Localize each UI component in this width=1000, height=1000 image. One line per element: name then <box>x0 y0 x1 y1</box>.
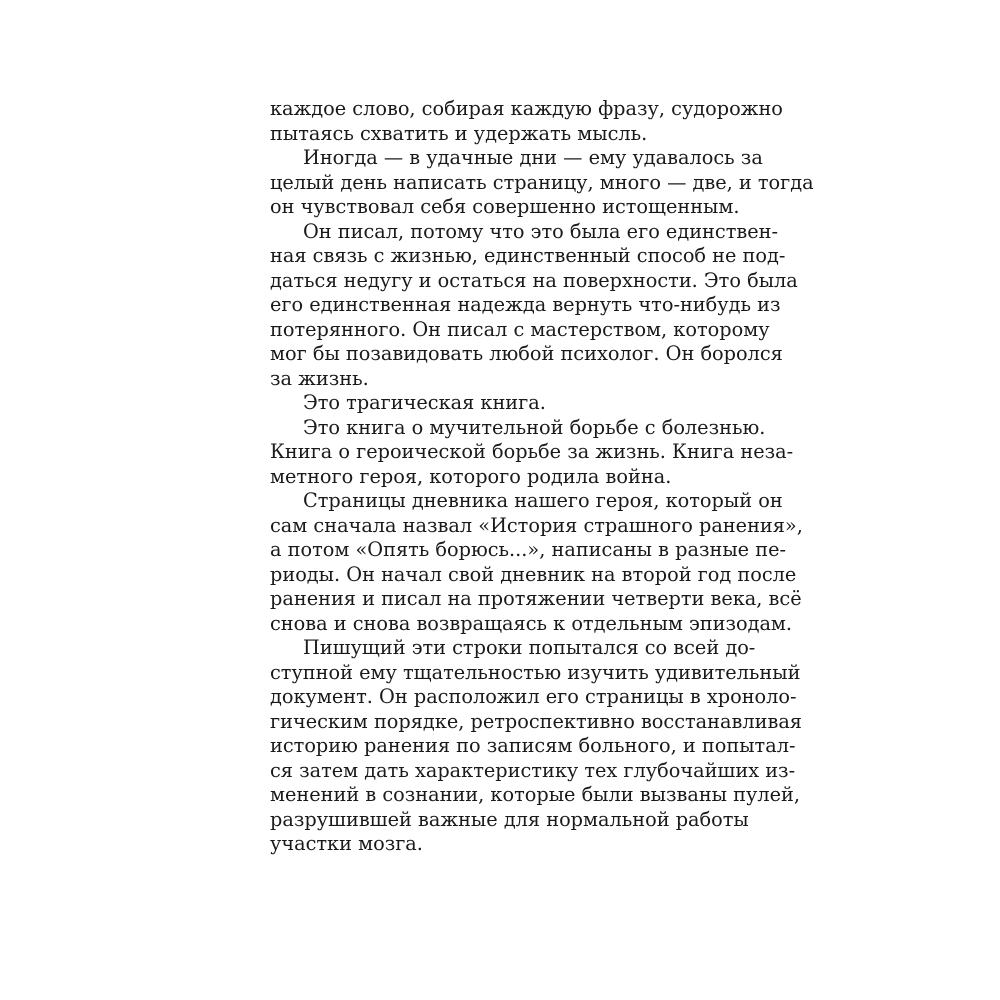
text-line: ся затем дать характеристику тех глубочайших из- <box>270 758 796 782</box>
text-line: Это трагическая книга. <box>303 391 546 414</box>
text-line: он чувствовал себя совершенно истощенным. <box>270 195 740 218</box>
text-line: Он писал, потому что это была его единствен- <box>303 219 779 243</box>
text-line: участки мозга. <box>270 832 423 855</box>
paragraph <box>270 636 802 857</box>
paragraph <box>270 219 798 392</box>
text-line: его единственная надежда вернуть что-нибудь из <box>270 293 781 316</box>
paragraph <box>270 97 783 146</box>
text-line: разрушившей важные для нормальной работы <box>270 807 749 831</box>
text-line: ступной ему тщательностью изучить удивительный <box>270 660 801 684</box>
text-line: Книга о героической борьбе за жизнь. Книга неза- <box>270 440 794 463</box>
text-line: а потом «Опять борюсь...», написаны в разные пе- <box>270 538 786 561</box>
text-line: мог бы позавидовать любой психолог. Он боролся <box>270 342 783 365</box>
paragraph <box>270 391 730 416</box>
text-line: гическим порядке, ретроспективно восстанавливая <box>270 709 802 733</box>
text-line: снова и снова возвращаясь к отдельным эпизодам. <box>270 611 793 635</box>
text-line: Иногда — в удачные дни — ему удавалось за <box>303 146 763 169</box>
text-line: ная связь с жизнью, единственный способ не под- <box>270 244 786 267</box>
text-line: Это книга о мучительной борьбе с болезнью. <box>303 415 766 439</box>
text-line: даться недугу и остаться на поверхности. Это была <box>270 268 798 292</box>
text-line: документ. Он расположил его страницы в хроноло- <box>270 685 797 708</box>
paragraph <box>270 146 814 220</box>
text-column <box>270 97 814 857</box>
text-line: за жизнь. <box>270 366 369 390</box>
paragraph <box>270 415 794 490</box>
text-line: Пишущий эти строки попытался со всей до- <box>303 636 756 659</box>
text-line: менений в сознании, которые были вызваны пулей, <box>270 783 800 806</box>
text-line: Страницы дневника нашего героя, который он <box>303 489 783 512</box>
text-line: метного героя, которого родила война. <box>270 464 672 488</box>
paragraph <box>270 489 803 636</box>
text-line: историю ранения по записям больного, и попытал- <box>270 734 796 757</box>
text-line: ранения и писал на протяжении четверти века, всё <box>270 587 802 610</box>
text-line: риоды. Он начал свой дневник на второй год после <box>270 562 797 586</box>
text-line: целый день написать страницу, много — две, и тогда <box>270 170 814 194</box>
text-line: пытаясь схватить и удержать мысль. <box>270 121 648 145</box>
text-line: потерянного. Он писал с мастерством, которому <box>270 317 770 341</box>
text-line: сам сначала назвал «История страшного ранения», <box>270 513 803 537</box>
text-line: каждое слово, собирая каждую фразу, судорожно <box>270 97 783 120</box>
